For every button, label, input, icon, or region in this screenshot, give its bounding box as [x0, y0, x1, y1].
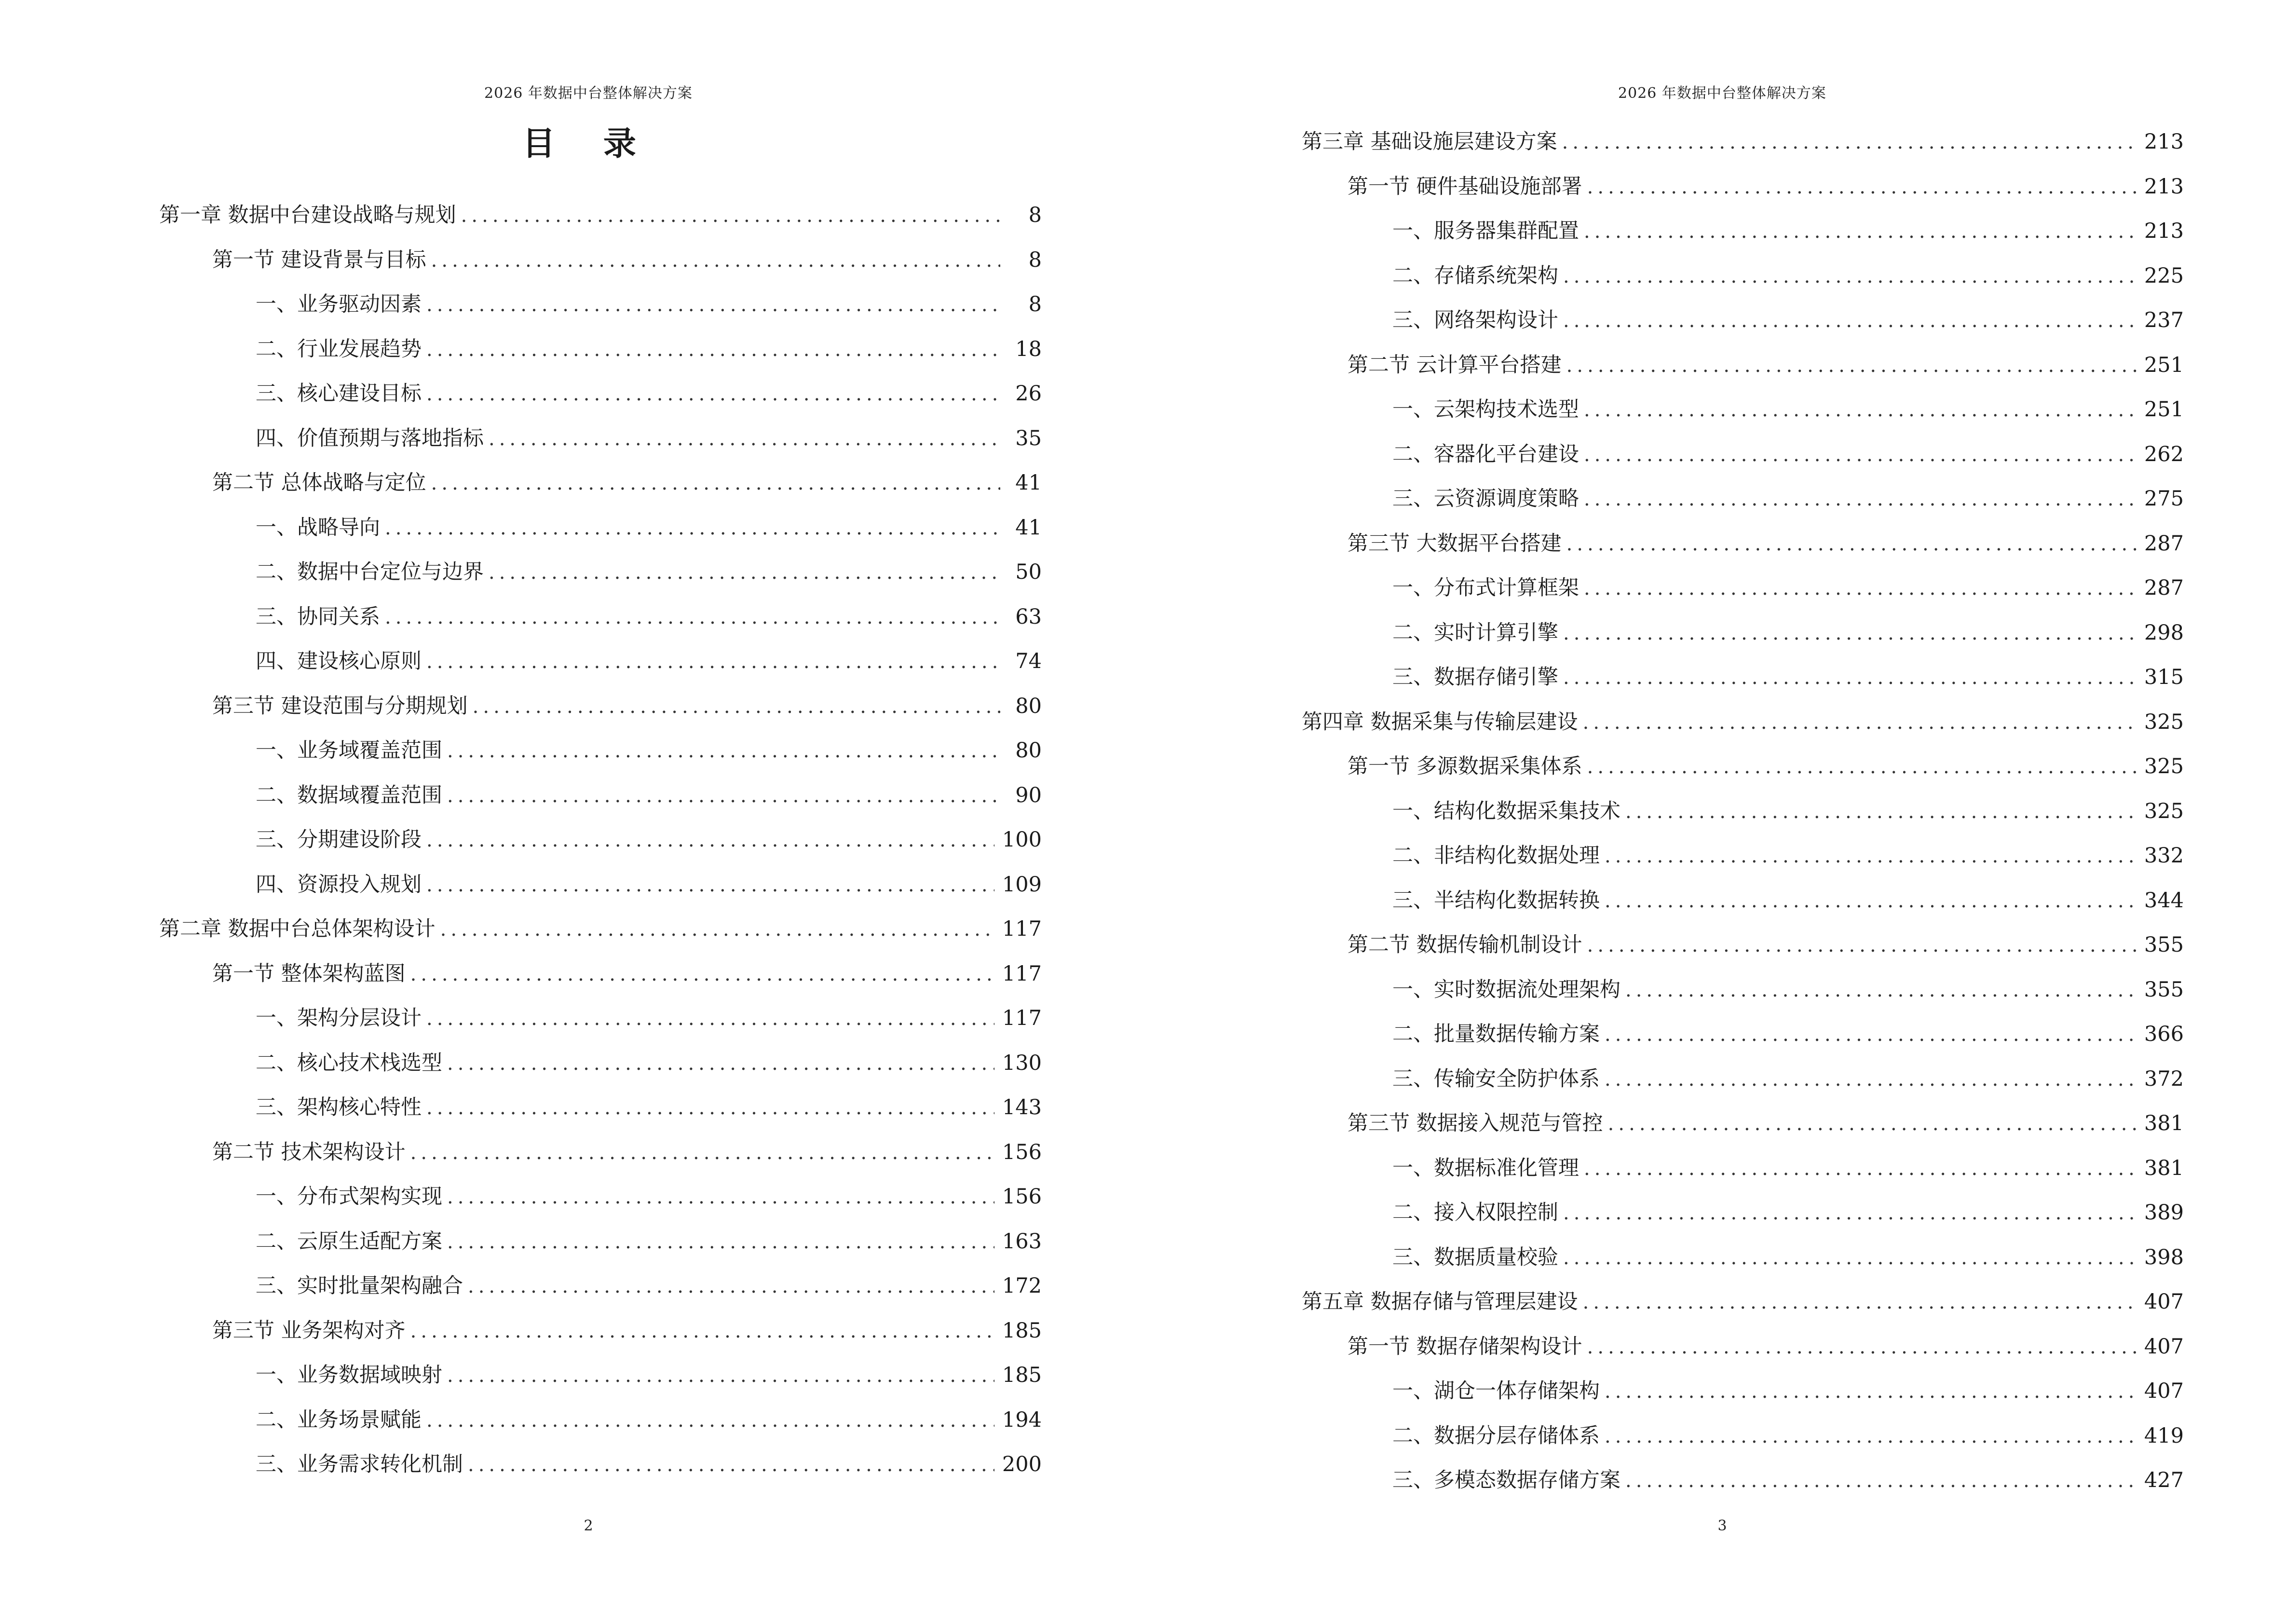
toc-entry-page: 194 [1002, 1407, 1042, 1432]
dot-leader [1563, 254, 2137, 299]
dot-leader [447, 1041, 994, 1086]
toc-entry-label: 三、架构核心特性 [256, 1095, 422, 1119]
toc-entry-page: 251 [2144, 397, 2184, 422]
toc-entry-page: 35 [1015, 426, 1042, 450]
dot-leader [1584, 433, 2137, 478]
toc-subsection[interactable] [1302, 254, 2184, 299]
toc-entry-label: 二、批量数据传输方案 [1392, 1022, 1600, 1046]
dot-leader [431, 238, 1000, 283]
dot-leader [426, 863, 994, 908]
toc-entry-label: 第三节 大数据平台搭建 [1348, 531, 1562, 556]
toc-entry-label: 第二节 总体战略与定位 [212, 471, 426, 495]
toc-entry-label: 一、架构分层设计 [256, 1006, 422, 1030]
toc-subsection[interactable] [159, 1219, 1042, 1264]
page-number: 3 [1717, 1517, 1727, 1534]
toc-entry-label: 二、数据中台定位与边界 [256, 560, 484, 584]
toc-entry-page: 117 [1002, 961, 1042, 986]
toc-subsection[interactable] [1302, 566, 2184, 611]
toc-entry-label: 一、分布式计算框架 [1392, 576, 1579, 600]
toc-subsection[interactable] [159, 996, 1042, 1041]
toc-entry-page: 18 [1015, 337, 1042, 361]
dot-leader [1605, 879, 2137, 924]
dot-leader [1563, 611, 2137, 656]
toc-entry-label: 二、业务场景赋能 [256, 1407, 422, 1432]
dot-leader [447, 729, 1000, 774]
toc-entry-page: 407 [2144, 1334, 2184, 1359]
toc-entry-page: 251 [2144, 353, 2184, 377]
dot-leader [489, 417, 1000, 462]
dot-leader [489, 550, 1000, 595]
toc-entry-page: 156 [1002, 1185, 1042, 1209]
toc-subsection[interactable] [159, 862, 1042, 907]
toc-chapter[interactable] [1302, 1280, 2184, 1324]
dot-leader [426, 996, 994, 1041]
toc-entry-page: 381 [2144, 1156, 2184, 1180]
toc-entry-label: 三、半结构化数据转换 [1392, 888, 1600, 913]
dot-leader [440, 907, 994, 952]
dot-leader [447, 1175, 994, 1220]
dot-leader [468, 1264, 994, 1309]
toc-entry-page: 355 [2144, 977, 2184, 1002]
toc-entry-page: 355 [2144, 933, 2184, 957]
toc-entry-page: 109 [1002, 872, 1042, 897]
toc-subsection[interactable] [159, 595, 1042, 640]
toc-subsection[interactable] [1302, 789, 2184, 834]
dot-leader [426, 640, 1000, 684]
toc-subsection[interactable] [159, 1085, 1042, 1130]
toc-entry-label: 一、业务驱动因素 [256, 292, 422, 316]
toc-subsection[interactable] [1302, 655, 2184, 700]
toc-entry-page: 419 [2144, 1423, 2184, 1448]
dot-leader [1562, 120, 2137, 165]
toc-entry-label: 四、建设核心原则 [256, 649, 422, 673]
toc-section[interactable] [1302, 343, 2184, 388]
right-page [1144, 0, 2287, 1624]
toc-entry-page: 213 [2144, 130, 2184, 154]
toc-entry-page: 213 [2144, 219, 2184, 243]
toc-entry-page: 156 [1002, 1140, 1042, 1164]
toc-entry-label: 二、非结构化数据处理 [1392, 844, 1600, 868]
toc-entry-page: 315 [2144, 665, 2184, 689]
toc-subsection[interactable] [159, 773, 1042, 818]
toc-entry-label: 二、行业发展趋势 [256, 337, 422, 361]
toc-entry-label: 第一节 整体架构蓝图 [212, 961, 406, 986]
toc-entry-page: 63 [1015, 604, 1042, 629]
toc-entry-label: 第一节 多源数据采集体系 [1348, 754, 1582, 778]
dot-leader [410, 1309, 994, 1354]
toc-entry-page: 332 [2144, 844, 2184, 868]
toc-entry-page: 325 [2144, 754, 2184, 778]
toc-subsection[interactable] [159, 1353, 1042, 1398]
toc-entry-label: 二、云原生适配方案 [256, 1229, 442, 1254]
toc-entry-label: 三、协同关系 [256, 604, 380, 629]
dot-leader [461, 193, 1000, 238]
toc-chapter[interactable] [1302, 700, 2184, 745]
toc-entry-label: 第三节 数据接入规范与管控 [1348, 1111, 1603, 1135]
toc-entry-label: 三、业务需求转化机制 [256, 1452, 463, 1476]
toc-entry-label: 第三章 基础设施层建设方案 [1302, 130, 1557, 154]
toc-entry-label: 第一节 建设背景与目标 [212, 247, 426, 272]
toc-subsection[interactable] [159, 1442, 1042, 1487]
toc-entry-label: 二、接入权限控制 [1392, 1201, 1558, 1225]
running-header: 2026 年数据中台整体解决方案 [1618, 85, 1826, 102]
dot-leader [1605, 1012, 2137, 1057]
toc-entry-label: 第一节 数据存储架构设计 [1348, 1334, 1582, 1359]
dot-leader [410, 1131, 994, 1175]
dot-leader [1566, 522, 2137, 567]
dot-leader [1587, 1325, 2137, 1370]
toc-subsection[interactable] [1302, 298, 2184, 343]
toc-entry-page: 275 [2144, 487, 2184, 511]
toc-entry-page: 8 [1028, 292, 1042, 316]
toc-entry-page: 185 [1002, 1318, 1042, 1343]
toc-entry-label: 一、数据标准化管理 [1392, 1156, 1579, 1180]
toc-subsection[interactable] [1302, 833, 2184, 878]
toc-entry-page: 130 [1002, 1051, 1042, 1075]
toc-entry-page: 262 [2144, 442, 2184, 466]
dot-leader [426, 1086, 994, 1131]
toc-entry-page: 366 [2144, 1022, 2184, 1046]
toc-entry-label: 第二节 技术架构设计 [212, 1140, 406, 1164]
dot-leader [1605, 834, 2137, 879]
toc-entry-label: 第三节 建设范围与分期规划 [212, 694, 468, 718]
dot-leader [426, 372, 1000, 417]
dot-leader [426, 283, 1000, 328]
toc-subsection[interactable] [1302, 1057, 2184, 1102]
dot-leader [1605, 1369, 2137, 1414]
toc-entry-page: 407 [2144, 1290, 2184, 1314]
toc-entry-label: 三、分期建设阶段 [256, 828, 422, 852]
dot-leader [1625, 790, 2137, 834]
toc-entry-label: 一、湖仓一体存储架构 [1392, 1379, 1600, 1403]
toc-subsection[interactable] [1302, 1458, 2184, 1503]
toc-entry-label: 第一节 硬件基础设施部署 [1348, 174, 1582, 199]
dot-leader [1584, 388, 2137, 433]
toc-entry-page: 200 [1002, 1452, 1042, 1476]
toc-section[interactable] [159, 952, 1042, 996]
toc-subsection[interactable] [1302, 1146, 2184, 1191]
toc-entry-label: 第二节 云计算平台搭建 [1348, 353, 1562, 377]
toc-entry-page: 389 [2144, 1201, 2184, 1225]
dot-leader [1605, 1057, 2137, 1102]
toc-entry-page: 287 [2144, 531, 2184, 556]
toc-entry-label: 三、实时批量架构融合 [256, 1274, 463, 1298]
toc-entry-label: 第二章 数据中台总体架构设计 [159, 917, 436, 941]
toc-entry-label: 四、价值预期与落地指标 [256, 426, 484, 450]
toc-section[interactable] [1302, 744, 2184, 789]
dot-leader [431, 461, 1000, 506]
toc-chapter[interactable] [159, 193, 1042, 238]
dot-leader [447, 1353, 994, 1398]
dot-leader [426, 818, 994, 863]
dot-leader [447, 1220, 994, 1265]
toc-subsection[interactable] [1302, 1190, 2184, 1235]
dot-leader [1587, 923, 2137, 968]
toc-entry-page: 100 [1002, 828, 1042, 852]
dot-leader [1563, 1236, 2137, 1281]
toc-entry-page: 225 [2144, 263, 2184, 288]
toc-chapter[interactable] [159, 907, 1042, 952]
toc-entry-page: 80 [1015, 738, 1042, 763]
toc-entry-page: 74 [1015, 649, 1042, 673]
toc-subsection[interactable] [159, 282, 1042, 327]
toc-section[interactable] [1302, 521, 2184, 566]
toc-entry-page: 90 [1015, 783, 1042, 807]
dot-leader [426, 1398, 994, 1443]
toc-section[interactable] [1302, 164, 2184, 209]
toc-entry-label: 一、云架构技术选型 [1392, 397, 1579, 422]
toc-entry-page: 117 [1002, 917, 1042, 941]
toc-entry-page: 398 [2144, 1245, 2184, 1269]
toc-subsection[interactable] [159, 1264, 1042, 1309]
toc-entry-label: 第二节 数据传输机制设计 [1348, 933, 1582, 957]
toc-entry-label: 三、多模态数据存储方案 [1392, 1468, 1620, 1492]
toc-entry-page: 185 [1002, 1363, 1042, 1387]
toc-entry-page: 213 [2144, 174, 2184, 199]
toc-entry-label: 第三节 业务架构对齐 [212, 1318, 406, 1343]
toc-entry-page: 41 [1015, 515, 1042, 540]
toc-entry-page: 344 [2144, 888, 2184, 913]
toc-entry-page: 287 [2144, 576, 2184, 600]
toc-entry-label: 二、存储系统架构 [1392, 263, 1558, 288]
toc-subsection[interactable] [159, 505, 1042, 550]
toc-entry-label: 第四章 数据采集与传输层建设 [1302, 710, 1578, 734]
toc-subsection[interactable] [159, 639, 1042, 684]
toc-entry-page: 8 [1028, 203, 1042, 227]
toc-entry-label: 四、资源投入规划 [256, 872, 422, 897]
dot-leader [1584, 1146, 2137, 1191]
toc-subsection[interactable] [1302, 209, 2184, 254]
toc-entry-label: 二、实时计算引擎 [1392, 620, 1558, 645]
toc-entry-label: 一、结构化数据采集技术 [1392, 799, 1620, 823]
running-header: 2026 年数据中台整体解决方案 [484, 85, 693, 102]
dot-leader [1587, 165, 2137, 210]
toc-entry-label: 二、核心技术栈选型 [256, 1051, 442, 1075]
toc-subsection[interactable] [159, 327, 1042, 372]
toc-entry-label: 一、实时数据流处理架构 [1392, 977, 1620, 1002]
page-number: 2 [584, 1517, 593, 1534]
dot-leader [447, 774, 1000, 819]
dot-leader [385, 506, 1000, 551]
dot-leader [1563, 299, 2137, 343]
toc-list-right [1302, 120, 2184, 1503]
toc-entry-label: 一、战略导向 [256, 515, 380, 540]
toc-subsection[interactable] [1302, 387, 2184, 432]
toc-subsection[interactable] [159, 371, 1042, 416]
toc-entry-page: 325 [2144, 799, 2184, 823]
toc-entry-page: 41 [1015, 471, 1042, 495]
dot-leader [1566, 343, 2137, 388]
toc-entry-page: 163 [1002, 1229, 1042, 1254]
dot-leader [468, 1443, 994, 1488]
toc-subsection[interactable] [1302, 432, 2184, 477]
toc-subsection[interactable] [159, 416, 1042, 461]
dot-leader [1605, 1414, 2137, 1459]
toc-entry-label: 三、云资源调度策略 [1392, 487, 1579, 511]
toc-entry-label: 三、数据存储引擎 [1392, 665, 1558, 689]
toc-entry-label: 第一章 数据中台建设战略与规划 [159, 203, 456, 227]
toc-list-left [159, 193, 1042, 1487]
toc-subsection[interactable] [159, 1398, 1042, 1443]
toc-entry-page: 237 [2144, 308, 2184, 332]
toc-entry-label: 二、数据分层存储体系 [1392, 1423, 1600, 1448]
dot-leader [1563, 1191, 2137, 1236]
dot-leader [1563, 655, 2137, 700]
toc-subsection[interactable] [159, 1041, 1042, 1086]
toc-entry-page: 50 [1015, 560, 1042, 584]
toc-entry-page: 8 [1028, 247, 1042, 272]
toc-entry-page: 117 [1002, 1006, 1042, 1030]
dot-leader [410, 952, 994, 997]
toc-section[interactable] [1302, 923, 2184, 968]
dot-leader [426, 328, 1000, 372]
toc-entry-label: 三、核心建设目标 [256, 382, 422, 406]
toc-entry-page: 143 [1002, 1095, 1042, 1119]
toc-chapter[interactable] [1302, 120, 2184, 164]
dot-leader [1584, 477, 2137, 522]
dot-leader [1625, 968, 2137, 1013]
toc-subsection[interactable] [1302, 968, 2184, 1012]
dot-leader [1584, 566, 2137, 611]
toc-entry-page: 372 [2144, 1066, 2184, 1091]
toc-entry-page: 427 [2144, 1468, 2184, 1492]
toc-section[interactable] [159, 1309, 1042, 1353]
toc-subsection[interactable] [1302, 1369, 2184, 1414]
toc-subsection[interactable] [159, 728, 1042, 773]
toc-entry-label: 三、网络架构设计 [1392, 308, 1558, 332]
toc-entry-label: 一、业务数据域映射 [256, 1363, 442, 1387]
toc-entry-label: 二、数据域覆盖范围 [256, 783, 442, 807]
dot-leader [473, 684, 1000, 729]
toc-entry-page: 80 [1015, 694, 1042, 718]
toc-subsection[interactable] [159, 550, 1042, 595]
dot-leader [1625, 1459, 2137, 1503]
toc-entry-page: 407 [2144, 1379, 2184, 1403]
toc-subsection[interactable] [1302, 1012, 2184, 1057]
toc-subsection[interactable] [1302, 1414, 2184, 1459]
toc-entry-label: 一、业务域覆盖范围 [256, 738, 442, 763]
toc-entry-label: 一、服务器集群配置 [1392, 219, 1579, 243]
dot-leader [1583, 700, 2137, 745]
toc-entry-label: 一、分布式架构实现 [256, 1185, 442, 1209]
dot-leader [385, 595, 1000, 640]
dot-leader [1608, 1102, 2137, 1146]
toc-subsection[interactable] [1302, 1235, 2184, 1280]
toc-entry-label: 二、容器化平台建设 [1392, 442, 1579, 466]
toc-entry-page: 26 [1015, 382, 1042, 406]
dot-leader [1587, 745, 2137, 790]
toc-subsection[interactable] [159, 1174, 1042, 1219]
toc-entry-page: 298 [2144, 620, 2184, 645]
toc-subsection[interactable] [1302, 878, 2184, 923]
toc-entry-page: 172 [1002, 1274, 1042, 1298]
toc-subsection[interactable] [1302, 477, 2184, 521]
dot-leader [1584, 209, 2137, 254]
toc-section[interactable] [159, 461, 1042, 505]
toc-section[interactable] [1302, 1101, 2184, 1146]
toc-entry-page: 325 [2144, 710, 2184, 734]
toc-subsection[interactable] [1302, 611, 2184, 655]
toc-title: 目 录 [522, 124, 654, 163]
toc-section[interactable] [159, 1130, 1042, 1175]
toc-section[interactable] [1302, 1324, 2184, 1369]
toc-entry-label: 三、数据质量校验 [1392, 1245, 1558, 1269]
dot-leader [1583, 1280, 2137, 1325]
toc-section[interactable] [159, 238, 1042, 283]
toc-entry-page: 381 [2144, 1111, 2184, 1135]
toc-entry-label: 三、传输安全防护体系 [1392, 1066, 1600, 1091]
toc-subsection[interactable] [159, 818, 1042, 862]
toc-section[interactable] [159, 684, 1042, 729]
toc-entry-label: 第五章 数据存储与管理层建设 [1302, 1290, 1578, 1314]
